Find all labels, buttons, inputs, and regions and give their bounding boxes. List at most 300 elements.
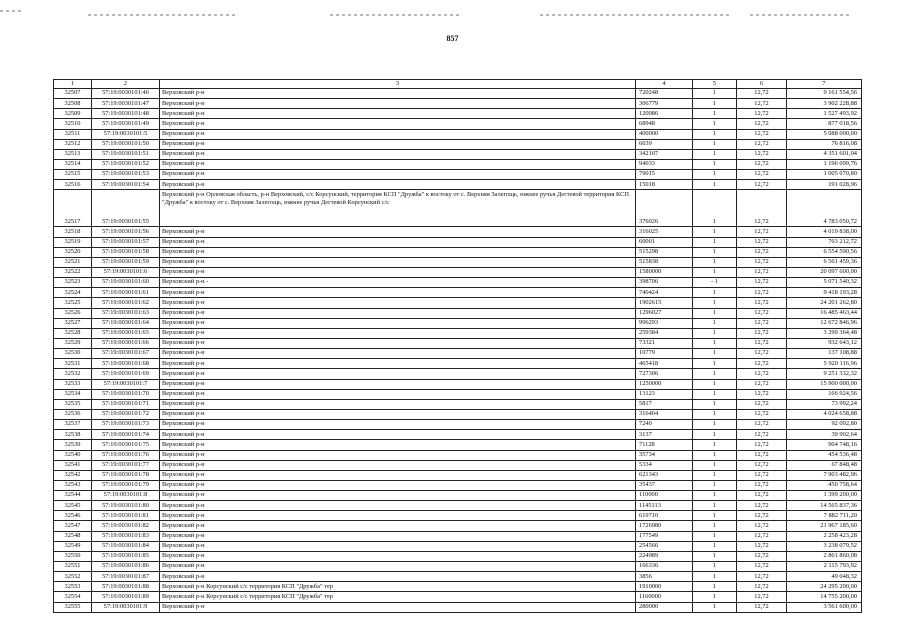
row-number-cell: 32542 — [54, 470, 92, 480]
rate-cell: 12,72 — [737, 227, 787, 237]
address-cell: Верховский р-н — [160, 470, 636, 480]
rate-cell: 12,72 — [737, 450, 787, 460]
table-row — [54, 247, 862, 257]
table-row — [54, 491, 862, 501]
area-cell: 621343 — [636, 470, 693, 480]
value-cell: 76 816,08 — [787, 139, 862, 149]
cadastral-number-cell: 57:19:0030101:77 — [92, 460, 160, 470]
quantity-cell: 1 — [693, 159, 737, 169]
value-cell: 1 527 493,92 — [787, 109, 862, 119]
quantity-cell: 1 — [693, 572, 737, 582]
value-cell: 4 783 050,72 — [787, 190, 862, 227]
cadastral-number-cell: 57:19:0030101:52 — [92, 159, 160, 169]
value-cell: 3 238 079,52 — [787, 541, 862, 551]
table-row — [54, 129, 862, 139]
value-cell: 5 088 000,00 — [787, 129, 862, 139]
row-number-cell: 32512 — [54, 139, 92, 149]
cadastral-number-cell: 57:19:0030101:65 — [92, 328, 160, 338]
row-number-cell: 32544 — [54, 491, 92, 501]
row-number-cell: 32531 — [54, 359, 92, 369]
quantity-cell: 1 — [693, 349, 737, 359]
cadastral-number-cell: 57:19:0030101:57 — [92, 237, 160, 247]
row-number-cell: 32526 — [54, 308, 92, 318]
area-cell: 1910000 — [636, 582, 693, 592]
cadastral-number-cell: 57:19:0030101:79 — [92, 480, 160, 490]
row-number-cell: 32545 — [54, 501, 92, 511]
address-cell: Верховский р-н — [160, 349, 636, 359]
rate-cell: 12,72 — [737, 338, 787, 348]
cadastral-number-cell: 57:19:0030101:47 — [92, 99, 160, 109]
value-cell: 137 108,88 — [787, 349, 862, 359]
rate-cell: 12,72 — [737, 298, 787, 308]
value-cell: 9 251 332,32 — [787, 369, 862, 379]
table-row — [54, 170, 862, 180]
quantity-cell: 1 — [693, 480, 737, 490]
table-row — [54, 159, 862, 169]
row-number-cell: 32533 — [54, 379, 92, 389]
rate-cell: 12,72 — [737, 288, 787, 298]
value-cell: 5 071 540,32 — [787, 278, 862, 288]
table-row — [54, 470, 862, 480]
quantity-cell: 1 — [693, 338, 737, 348]
rate-cell: 12,72 — [737, 149, 787, 159]
scan-noise — [330, 14, 460, 16]
table-row — [54, 582, 862, 592]
quantity-cell: 1 — [693, 257, 737, 267]
area-cell: 515298 — [636, 247, 693, 257]
cadastral-number-cell: 57:19:0030101:74 — [92, 430, 160, 440]
cadastral-number-cell: 57:19:0030101:54 — [92, 180, 160, 190]
address-cell: Верховский р-н — [160, 180, 636, 190]
area-cell: 1296027 — [636, 308, 693, 318]
address-cell: Верховский р-н — [160, 562, 636, 572]
area-cell: 35734 — [636, 450, 693, 460]
area-cell: 166336 — [636, 562, 693, 572]
rate-cell: 12,72 — [737, 430, 787, 440]
area-cell: 120086 — [636, 109, 693, 119]
value-cell: 24 201 262,80 — [787, 298, 862, 308]
cadastral-number-cell: 57:19:0030101:75 — [92, 440, 160, 450]
rate-cell: 12,72 — [737, 257, 787, 267]
address-cell: Верховский р-н — [160, 257, 636, 267]
value-cell: 763 212,72 — [787, 237, 862, 247]
rate-cell: 12,72 — [737, 119, 787, 129]
value-cell: 5 920 116,96 — [787, 359, 862, 369]
address-cell: Верховский р-н — [160, 109, 636, 119]
rate-cell: 12,72 — [737, 349, 787, 359]
quantity-cell: 1 — [693, 511, 737, 521]
row-number-cell: 32540 — [54, 450, 92, 460]
value-cell: 15 900 000,00 — [787, 379, 862, 389]
quantity-cell: 1 — [693, 562, 737, 572]
quantity-cell: 1 — [693, 491, 737, 501]
row-number-cell: 32528 — [54, 328, 92, 338]
area-cell: 316025 — [636, 227, 693, 237]
table-row — [54, 227, 862, 237]
table-row — [54, 328, 862, 338]
address-cell: Верховский р-н — [160, 308, 636, 318]
value-cell: 21 967 185,60 — [787, 521, 862, 531]
address-cell: Верховский р-н — [160, 298, 636, 308]
cadastral-number-cell: 57:19:0030101:56 — [92, 227, 160, 237]
rate-cell: 12,72 — [737, 379, 787, 389]
address-cell: Верховский р-н — [160, 511, 636, 521]
value-cell: 2 258 423,28 — [787, 531, 862, 541]
table-row — [54, 267, 862, 277]
cadastral-number-cell: 57:19:0030101:9 — [92, 602, 160, 612]
quantity-cell: 1 — [693, 139, 737, 149]
table-header-row — [54, 80, 862, 89]
address-cell: Верховский р-н — [160, 460, 636, 470]
row-number-cell: 32529 — [54, 338, 92, 348]
cadastral-number-cell: 57:19:0030101:82 — [92, 521, 160, 531]
quantity-cell: 1 — [693, 170, 737, 180]
rate-cell: 12,72 — [737, 399, 787, 409]
value-cell: 24 295 200,00 — [787, 582, 862, 592]
address-cell: Верховский р-н — [160, 247, 636, 257]
table-row — [54, 349, 862, 359]
value-cell: 39 902,64 — [787, 430, 862, 440]
quantity-cell: 1 — [693, 308, 737, 318]
address-cell: Верховский р-н — [160, 521, 636, 531]
rate-cell: 12,72 — [737, 440, 787, 450]
rate-cell: 12,72 — [737, 420, 787, 430]
quantity-cell: 1 — [693, 551, 737, 561]
quantity-cell: 1 — [693, 389, 737, 399]
rate-cell: 12,72 — [737, 521, 787, 531]
cadastral-number-cell: 57:19:0030101:68 — [92, 359, 160, 369]
table-row — [54, 420, 862, 430]
area-cell: 259384 — [636, 328, 693, 338]
cadastral-table — [53, 79, 862, 613]
address-cell: Верховский р-н Корсунский с/с территория КСП "Дружба" тер — [160, 592, 636, 602]
value-cell: 932 643,12 — [787, 338, 862, 348]
rate-cell: 12,72 — [737, 460, 787, 470]
rate-cell: 12,72 — [737, 129, 787, 139]
row-number-cell: 32515 — [54, 170, 92, 180]
quantity-cell: 1 — [693, 288, 737, 298]
rate-cell: 12,72 — [737, 572, 787, 582]
table-row — [54, 369, 862, 379]
column-header: 3 — [160, 80, 636, 89]
table-row — [54, 288, 862, 298]
quantity-cell: 1 — [693, 298, 737, 308]
cadastral-number-cell: 57:19:0030101:76 — [92, 450, 160, 460]
table-row — [54, 308, 862, 318]
rate-cell: 12,72 — [737, 139, 787, 149]
cadastral-number-cell: 57:19:0030101:85 — [92, 551, 160, 561]
quantity-cell: 1 — [693, 119, 737, 129]
quantity-cell: 1 — [693, 501, 737, 511]
scan-noise — [0, 10, 22, 12]
address-cell: Верховский р-н — [160, 237, 636, 247]
rate-cell: 12,72 — [737, 267, 787, 277]
quantity-cell: 1 — [693, 379, 737, 389]
area-cell: 619710 — [636, 511, 693, 521]
area-cell: 177549 — [636, 531, 693, 541]
row-number-cell: 32534 — [54, 389, 92, 399]
table-row — [54, 511, 862, 521]
quantity-cell: 1 — [693, 460, 737, 470]
rate-cell: 12,72 — [737, 511, 787, 521]
table-row — [54, 399, 862, 409]
table-row — [54, 190, 862, 227]
rate-cell: 12,72 — [737, 369, 787, 379]
address-cell: Верховский р-н Корсунский с/с территория КСП "Дружба" тер — [160, 582, 636, 592]
cadastral-number-cell: 57:19:0030101:72 — [92, 409, 160, 419]
table-row — [54, 531, 862, 541]
value-cell: 14 565 837,36 — [787, 501, 862, 511]
value-cell: 3 299 364,48 — [787, 328, 862, 338]
rate-cell: 12,72 — [737, 328, 787, 338]
rate-cell: 12,72 — [737, 551, 787, 561]
quantity-cell: 1 — [693, 440, 737, 450]
value-cell: 454 536,48 — [787, 450, 862, 460]
value-cell: 12 672 846,96 — [787, 318, 862, 328]
table-row — [54, 592, 862, 602]
area-cell: 996293 — [636, 318, 693, 328]
address-cell: Верховский р-н — [160, 99, 636, 109]
cadastral-number-cell: 57:19:0030101:71 — [92, 399, 160, 409]
quantity-cell: 1 — [693, 180, 737, 190]
quantity-cell: 1 — [693, 190, 737, 227]
area-cell: 465418 — [636, 359, 693, 369]
rate-cell: 12,72 — [737, 190, 787, 227]
quantity-cell: 1 — [693, 359, 737, 369]
address-cell: Верховский р-н — [160, 227, 636, 237]
area-cell: 1145113 — [636, 501, 693, 511]
row-number-cell: 32524 — [54, 288, 92, 298]
cadastral-number-cell: 57:19:0030101:59 — [92, 257, 160, 267]
address-cell: Верховский р-н — [160, 369, 636, 379]
rate-cell: 12,72 — [737, 480, 787, 490]
cadastral-number-cell: 57:19:0030101:6 — [92, 267, 160, 277]
cadastral-number-cell: 57:19:0030101:69 — [92, 369, 160, 379]
address-cell: Верховский р-н — [160, 491, 636, 501]
address-cell: Верховский р-н — [160, 288, 636, 298]
row-number-cell: 32551 — [54, 562, 92, 572]
rate-cell: 12,72 — [737, 99, 787, 109]
row-number-cell: 32520 — [54, 247, 92, 257]
area-cell: 35437 — [636, 480, 693, 490]
quantity-cell: 1 — [693, 328, 737, 338]
address-cell: Верховский р-н — [160, 389, 636, 399]
value-cell: 2 861 860,08 — [787, 551, 862, 561]
cadastral-number-cell: 57:19:0030101:89 — [92, 592, 160, 602]
cadastral-number-cell: 57:19:0030101:8 — [92, 491, 160, 501]
quantity-cell: 1 — [693, 369, 737, 379]
table-row — [54, 501, 862, 511]
area-cell: 3856 — [636, 572, 693, 582]
area-cell: 3137 — [636, 430, 693, 440]
cadastral-number-cell: 57:19:0030101:5 — [92, 129, 160, 139]
rate-cell: 12,72 — [737, 501, 787, 511]
area-cell: 400000 — [636, 129, 693, 139]
value-cell: 3 561 600,00 — [787, 602, 862, 612]
quantity-cell: 1 — [693, 227, 737, 237]
row-number-cell: 32516 — [54, 180, 92, 190]
column-header: 2 — [92, 80, 160, 89]
area-cell: 6039 — [636, 139, 693, 149]
row-number-cell: 32513 — [54, 149, 92, 159]
rate-cell: 12,72 — [737, 562, 787, 572]
row-number-cell: 32546 — [54, 511, 92, 521]
area-cell: 10779 — [636, 349, 693, 359]
row-number-cell: 32549 — [54, 541, 92, 551]
value-cell: 6 554 590,56 — [787, 247, 862, 257]
cadastral-number-cell: 57:19:0030101:48 — [92, 109, 160, 119]
cadastral-number-cell: 57:19:0030101:63 — [92, 308, 160, 318]
area-cell: 110000 — [636, 491, 693, 501]
cadastral-number-cell: 57:19:0030101:78 — [92, 470, 160, 480]
row-number-cell: 32548 — [54, 531, 92, 541]
page-number: 857 — [446, 34, 459, 43]
table-row — [54, 602, 862, 612]
cadastral-number-cell: 57:19:0030101:84 — [92, 541, 160, 551]
value-cell: 92 092,80 — [787, 420, 862, 430]
address-cell: Верховский р-н — [160, 318, 636, 328]
rate-cell: 12,72 — [737, 170, 787, 180]
row-number-cell: 32510 — [54, 119, 92, 129]
scan-noise — [88, 14, 238, 16]
value-cell: 3 902 228,88 — [787, 99, 862, 109]
quantity-cell: 1 — [693, 399, 737, 409]
area-cell: 316404 — [636, 409, 693, 419]
value-cell: 6 561 459,36 — [787, 257, 862, 267]
table-row — [54, 89, 862, 99]
value-cell: 191 028,96 — [787, 180, 862, 190]
row-number-cell: 32541 — [54, 460, 92, 470]
address-cell: Верховский р-н — [160, 139, 636, 149]
cadastral-number-cell: 57:19:0030101:60 — [92, 278, 160, 288]
column-header: 4 — [636, 80, 693, 89]
address-cell: Верховский р-н — [160, 409, 636, 419]
column-header: 7 — [787, 80, 862, 89]
address-cell: Верховский р-н — [160, 338, 636, 348]
table-row — [54, 139, 862, 149]
value-cell: 4 024 658,88 — [787, 409, 862, 419]
area-cell: 5817 — [636, 399, 693, 409]
quantity-cell: 1 — [693, 582, 737, 592]
cadastral-number-cell: 57:19:0030101:7 — [92, 379, 160, 389]
area-cell: 1250000 — [636, 379, 693, 389]
table-row — [54, 318, 862, 328]
area-cell: 1580000 — [636, 267, 693, 277]
row-number-cell: 32527 — [54, 318, 92, 328]
table-row — [54, 359, 862, 369]
cadastral-number-cell: 57:19:0030101:88 — [92, 582, 160, 592]
rate-cell: 12,72 — [737, 180, 787, 190]
row-number-cell: 32537 — [54, 420, 92, 430]
table-row — [54, 278, 862, 288]
rate-cell: 12,72 — [737, 531, 787, 541]
cadastral-number-cell: 57:19:0030101:67 — [92, 349, 160, 359]
quantity-cell: 1 — [693, 592, 737, 602]
area-cell: 740424 — [636, 288, 693, 298]
quantity-cell: 1 — [693, 247, 737, 257]
address-cell: Верховский р-н — [160, 170, 636, 180]
value-cell: 2 115 793,92 — [787, 562, 862, 572]
quantity-cell: 1 — [693, 267, 737, 277]
area-cell: 342107 — [636, 149, 693, 159]
row-number-cell: 32507 — [54, 89, 92, 99]
value-cell: 1 005 070,80 — [787, 170, 862, 180]
address-cell: Верховский р-н — [160, 572, 636, 582]
table-row — [54, 521, 862, 531]
address-cell: Верховский р-н — [160, 420, 636, 430]
value-cell: 14 755 200,00 — [787, 592, 862, 602]
address-cell: Верховский р-н — [160, 602, 636, 612]
address-cell: Верховский р-н — [160, 89, 636, 99]
row-number-cell: 32554 — [54, 592, 92, 602]
cadastral-number-cell: 57:19:0030101:73 — [92, 420, 160, 430]
address-cell: Верховский р-н — [160, 450, 636, 460]
row-number-cell: 32508 — [54, 99, 92, 109]
table-row — [54, 338, 862, 348]
quantity-cell: 1 — [693, 109, 737, 119]
address-cell: Верховский р-н — [160, 328, 636, 338]
quantity-cell: 1 — [693, 99, 737, 109]
table-row — [54, 541, 862, 551]
value-cell: 7 903 482,96 — [787, 470, 862, 480]
quantity-cell: 1 — [693, 602, 737, 612]
value-cell: 450 758,64 — [787, 480, 862, 490]
area-cell: 1160000 — [636, 592, 693, 602]
cadastral-number-cell: 57:19:0030101:64 — [92, 318, 160, 328]
quantity-cell: 1 — [693, 420, 737, 430]
value-cell: 904 748,16 — [787, 440, 862, 450]
value-cell: 7 882 711,20 — [787, 511, 862, 521]
area-cell: 306779 — [636, 99, 693, 109]
cadastral-number-cell: 57:19:0030101:66 — [92, 338, 160, 348]
quantity-cell: 1 — [693, 129, 737, 139]
area-cell: 68948 — [636, 119, 693, 129]
quantity-cell: 1 — [693, 430, 737, 440]
quantity-cell: 1 — [693, 409, 737, 419]
row-number-cell: 32553 — [54, 582, 92, 592]
rate-cell: 12,72 — [737, 491, 787, 501]
row-number-cell: 32535 — [54, 399, 92, 409]
value-cell: 9 161 554,56 — [787, 89, 862, 99]
area-cell: 71128 — [636, 440, 693, 450]
cadastral-number-cell: 57:19:0030101:87 — [92, 572, 160, 582]
table-row — [54, 460, 862, 470]
rate-cell: 12,72 — [737, 359, 787, 369]
row-number-cell: 32514 — [54, 159, 92, 169]
value-cell: 4 351 601,04 — [787, 149, 862, 159]
rate-cell: 12,72 — [737, 159, 787, 169]
area-cell: 1902615 — [636, 298, 693, 308]
value-cell: 1 399 200,00 — [787, 491, 862, 501]
address-cell: Верховский р-н — [160, 267, 636, 277]
cadastral-number-cell: 57:19:0030101:58 — [92, 247, 160, 257]
value-cell: 20 097 600,00 — [787, 267, 862, 277]
cadastral-number-cell: 57:19:0030101:55 — [92, 190, 160, 227]
rate-cell: 12,72 — [737, 470, 787, 480]
rate-cell: 12,72 — [737, 541, 787, 551]
table-row — [54, 562, 862, 572]
address-cell: Верховский р-н — [160, 440, 636, 450]
value-cell: 4 019 838,00 — [787, 227, 862, 237]
address-cell: Верховский р-н — [160, 541, 636, 551]
rate-cell: 12,72 — [737, 318, 787, 328]
scan-noise — [750, 14, 850, 16]
table-row — [54, 109, 862, 119]
cadastral-number-cell: 57:19:0030101:83 — [92, 531, 160, 541]
quantity-cell: 1 — [693, 531, 737, 541]
column-header: 1 — [54, 80, 92, 89]
value-cell: 9 418 193,28 — [787, 288, 862, 298]
